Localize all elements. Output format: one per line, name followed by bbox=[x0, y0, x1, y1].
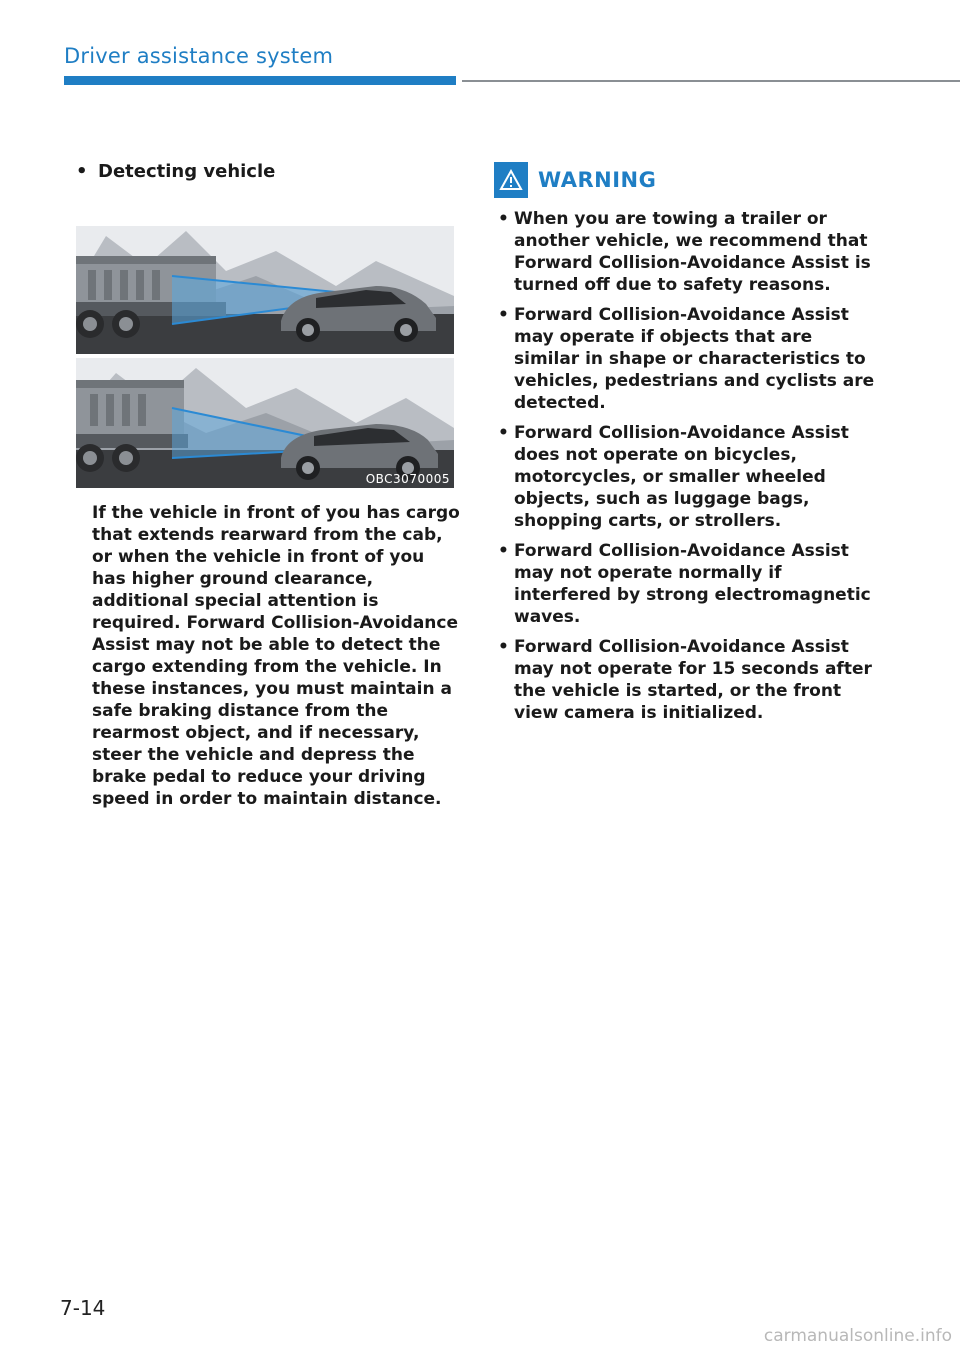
header-rule-accent bbox=[64, 76, 456, 85]
warning-item: • When you are towing a trailer or another vehicle, we recommend that Forward Collision-Avoidance Assist is turned off due to safety reasons. bbox=[498, 209, 871, 295]
warning-label: WARNING bbox=[538, 168, 657, 192]
illustration bbox=[76, 194, 454, 486]
warning-item: • Forward Collision-Avoidance Assist may not operate normally if interfered by strong electromagnetic waves. bbox=[498, 541, 871, 627]
bullet-dot-icon: • bbox=[498, 305, 509, 325]
figure-code: OBC3070005 bbox=[365, 472, 450, 486]
watermark: carmanualsonline.info bbox=[763, 1326, 952, 1346]
bullet-dot-icon: • bbox=[498, 637, 509, 657]
bullet-dot-icon: • bbox=[76, 161, 88, 182]
bullet-dot-icon: • bbox=[498, 209, 509, 229]
warning-item: • Forward Collision-Avoidance Assist may operate if objects that are similar in shape or characteristics to vehicles, pedestrians and cyclists are detected. bbox=[498, 305, 875, 413]
page-number: 7-14 bbox=[60, 1296, 106, 1320]
illustration-panel-bottom bbox=[76, 358, 454, 488]
header-rule-gray bbox=[462, 80, 960, 82]
bullet-dot-icon: • bbox=[498, 423, 509, 443]
left-column bbox=[76, 160, 461, 827]
bullet-heading-text: Detecting vehicle bbox=[98, 161, 276, 182]
warning-item: • Forward Collision-Avoidance Assist may not operate for 15 seconds after the vehicle is started, or the front view camera is initialized. bbox=[498, 637, 872, 723]
body-paragraph: If the vehicle in front of you has cargo that extends rearward from the cab, or when the vehicle in front of you has higher ground clearance, additional special attention is required. Forward Collision-Avoidance Assist may not be able to detect the cargo extending from the vehicle. In these instances, you must maintain a safe braking distance from the rearmost object, and if necessary, steer the vehicle and depress the brake pedal to reduce your driving speed in order to maintain distance. bbox=[92, 503, 460, 809]
bullet-dot-icon: • bbox=[498, 541, 509, 561]
section-title: Driver assistance system bbox=[64, 44, 334, 68]
illustration-panel-top bbox=[76, 226, 454, 354]
warning-item: • Forward Collision-Avoidance Assist does not operate on bicycles, motorcycles, or smaller wheeled objects, such as luggage bags, shopping carts, or strollers. bbox=[498, 423, 849, 531]
warning-header bbox=[494, 160, 656, 200]
bullet-heading bbox=[76, 160, 461, 184]
warning-list bbox=[498, 208, 878, 732]
warning-triangle-icon bbox=[494, 162, 528, 198]
